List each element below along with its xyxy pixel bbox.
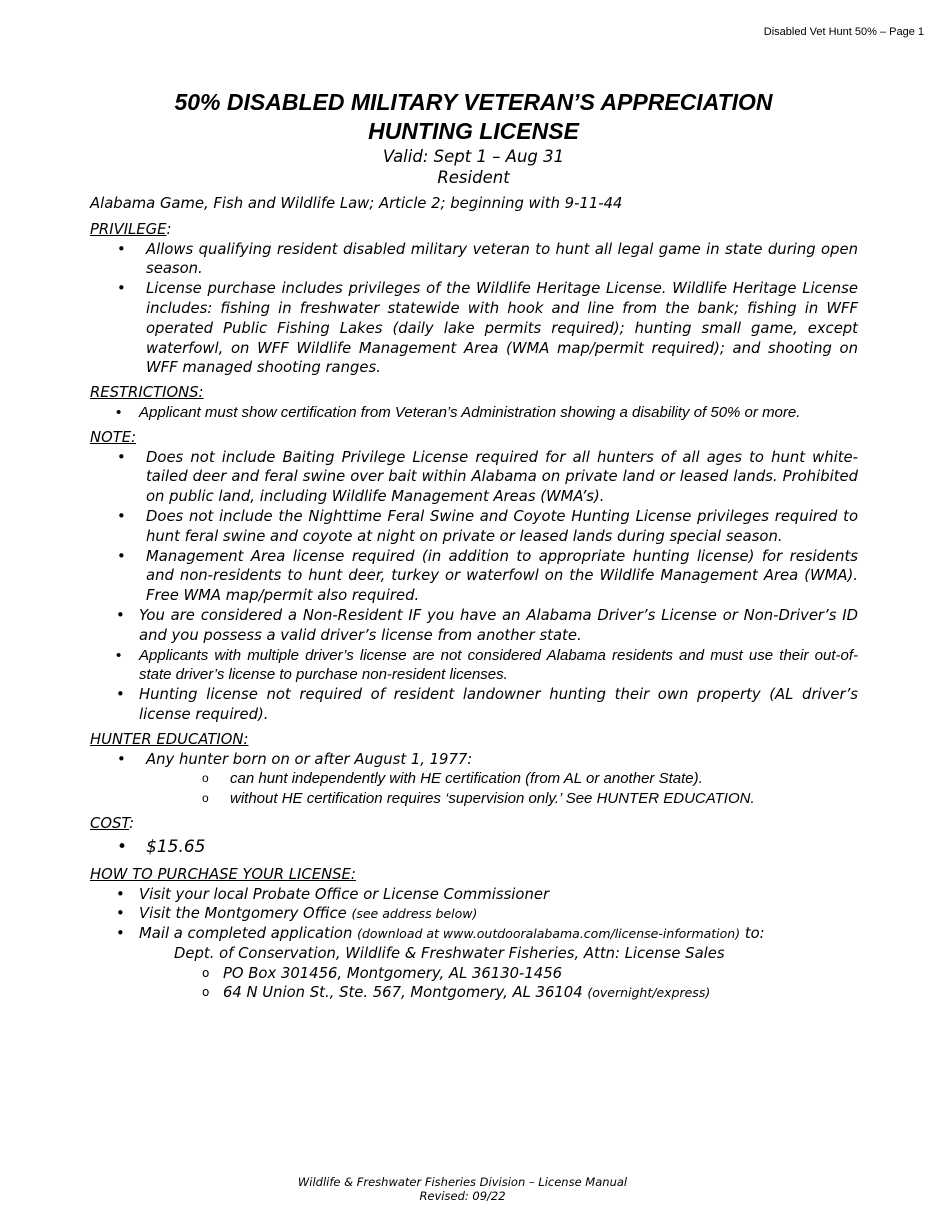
list-item: • Applicants with multiple driver’s license are not considered Alabama residents and must use their out-of-state driver’s license to purchase non-resident licenses. — [90, 646, 858, 686]
purchase-list — [90, 885, 858, 944]
list-item: • Allows qualifying resident disabled military veteran to hunt all legal game in state during open season. — [90, 240, 858, 280]
footer-revised: Revised: 09/22 — [419, 1189, 506, 1203]
privilege-list — [90, 240, 858, 379]
purchase-heading: HOW TO PURCHASE YOUR LICENSE: — [90, 865, 356, 883]
address-list — [90, 964, 858, 1004]
download-link-note: (download at www.outdooralabama.com/license-information) — [357, 926, 741, 942]
note-list-b — [90, 606, 858, 725]
montgomery-office-note: (see address below) — [351, 906, 478, 922]
list-item: • License purchase includes privileges of the Wildlife Heritage License. Wildlife Heritage License includes: fishing in freshwater statewide with hook and line from the bank; fishing in WFF operated Public Fishing Lakes (daily lake permits required); hunting small game, except waterfowl, on WFF Wildlife Management Area (WMA map/permit required); and shooting on WFF managed shooting ranges. — [90, 279, 858, 378]
restrictions-list — [90, 403, 858, 423]
list-item: • Visit your local Probate Office or License Commissioner — [90, 885, 858, 905]
list-item: • You are considered a Non-Resident IF you have an Alabama Driver’s License or Non-Driver’s ID and you possess a valid driver’s license from another state. — [90, 606, 858, 646]
hunter-education-section — [90, 730, 858, 809]
law-reference: Alabama Game, Fish and Wildlife Law; Article 2; beginning with 9-11-44 — [90, 195, 623, 212]
list-item: • Does not include Baiting Privilege License required for all hunters of all ages to hunt white-tailed deer and feral swine over bait within Alabama on private land or leased lands. Prohibited on public land, including Wildlife Management Areas (WMA’s). — [90, 448, 858, 507]
restrictions-section — [90, 383, 858, 423]
po-box-address: o PO Box 301456, Montgomery, AL 36130-1456 — [90, 964, 858, 984]
document-body — [90, 194, 858, 1003]
list-item: • Hunting license not required of resident landowner hunting their own property (AL driver’s license required). — [90, 685, 858, 725]
hunter-education-heading: HUNTER EDUCATION: — [90, 730, 249, 748]
mail-to-suffix: to: — [744, 925, 765, 943]
privilege-heading-text: PRIVILEGE — [90, 220, 167, 238]
validity-block — [0, 146, 947, 188]
note-list-a — [90, 448, 858, 606]
sub-list-item: o can hunt independently with HE certification (from AL or another State). — [90, 769, 858, 789]
restrictions-heading: RESTRICTIONS: — [90, 384, 204, 402]
list-item: • Applicant must show certification from Veteran’s Administration showing a disability of 50% or more. — [90, 403, 858, 423]
cost-heading: COST: — [90, 814, 135, 832]
note-heading: NOTE: — [90, 428, 137, 446]
montgomery-office-text: Visit the Montgomery Office — [139, 905, 347, 923]
privilege-section — [90, 220, 858, 378]
hunter-education-list — [90, 750, 858, 770]
title-line-1: 50% DISABLED MILITARY VETERAN’S APPRECIATION — [174, 89, 773, 115]
street-address — [90, 983, 858, 1003]
department-address-line: Dept. of Conservation, Wildlife & Freshwater Fisheries, Attn: License Sales — [174, 944, 725, 962]
list-item — [90, 904, 858, 924]
cost-heading-text: COST — [90, 814, 130, 832]
list-item: • Does not include the Nighttime Feral Swine and Coyote Hunting License privileges required to hunt feral swine and coyote at night on private or leased lands during special season. — [90, 507, 858, 547]
title-line-2: HUNTING LICENSE — [368, 118, 579, 144]
list-item: • Any hunter born on or after August 1, 1977: — [90, 750, 858, 770]
residency-label: Resident — [437, 168, 510, 187]
privilege-heading: PRIVILEGE: — [90, 220, 172, 238]
mail-application-text: Mail a completed application — [139, 925, 353, 943]
valid-dates: Valid: Sept 1 – Aug 31 — [382, 147, 565, 166]
page-footer — [0, 1175, 925, 1203]
hunter-education-sublist — [90, 769, 858, 809]
cost-section — [90, 814, 858, 860]
note-section — [90, 428, 858, 725]
list-item: • Management Area license required (in addition to appropriate hunting license) for residents and non-residents to hunt deer, turkey or waterfowl on the Wildlife Management Area (WMA). Free WMA map/permit also required. — [90, 547, 858, 606]
cost-list — [90, 834, 858, 860]
sub-list-item: o without HE certification requires ‘supervision only.’ See HUNTER EDUCATION. — [90, 789, 858, 809]
page-header-label: Disabled Vet Hunt 50% – Page 1 — [763, 26, 924, 38]
footer-division: Wildlife & Freshwater Fisheries Division – License Manual — [297, 1175, 628, 1189]
purchase-section — [90, 865, 858, 1004]
street-address-text: 64 N Union St., Ste. 567, Montgomery, AL 36104 — [223, 984, 583, 1002]
document-title — [0, 88, 947, 146]
list-item — [90, 924, 858, 944]
overnight-note: (overnight/express) — [587, 985, 711, 1001]
cost-amount: • $15.65 — [90, 834, 858, 860]
